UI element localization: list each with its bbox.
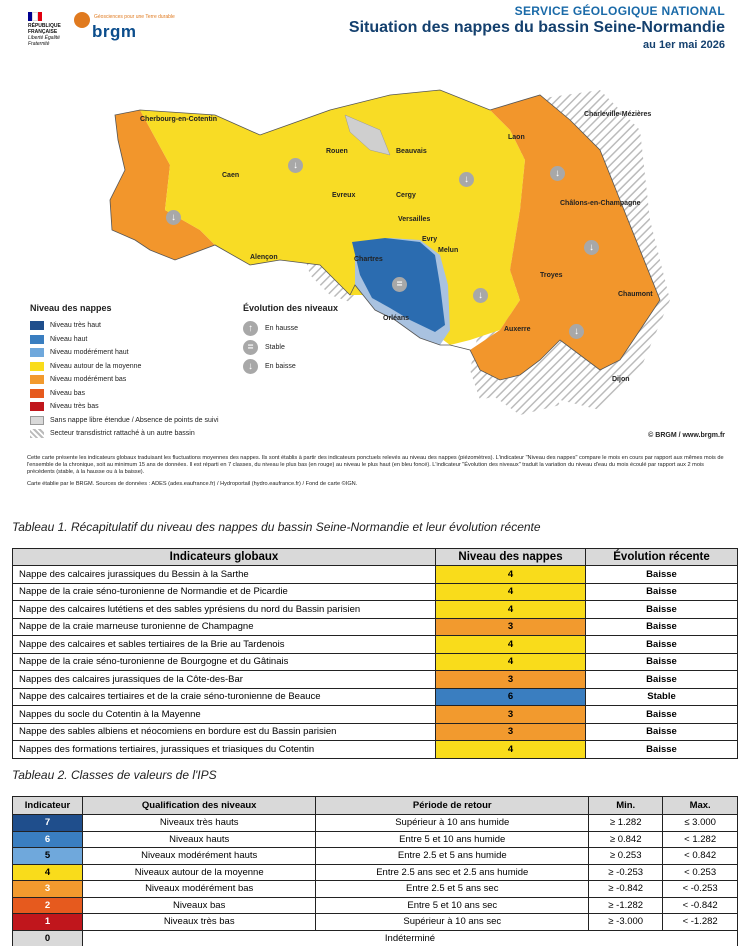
- legend-label: Secteur transdistrict rattaché à un autre bassin: [50, 430, 195, 438]
- min-cell: ≥ -0.842: [589, 881, 663, 898]
- equals-icon: =: [243, 340, 258, 355]
- service-label: SERVICE GÉOLOGIQUE NATIONAL: [514, 4, 725, 18]
- aquifer-name: Nappe de la craie marneuse turonienne de Champagne: [13, 618, 436, 636]
- table2-caption: Tableau 2. Classes de valeurs de l'IPS: [12, 768, 217, 782]
- city-label: Caen: [222, 172, 240, 179]
- trend-cell: Baisse: [586, 566, 738, 584]
- indicator-cell: 5: [13, 848, 83, 865]
- table-header: Niveau des nappes: [436, 549, 586, 566]
- table-row: [13, 881, 738, 898]
- brgm-name: brgm: [92, 22, 137, 41]
- level-cell: 3: [436, 723, 586, 741]
- legend-item: [30, 427, 250, 441]
- table-row: [13, 706, 738, 724]
- republique-francaise-logo: [28, 12, 68, 47]
- level-cell: 4: [436, 583, 586, 601]
- max-cell: < 0.253: [663, 864, 738, 881]
- page-title: Situation des nappes du bassin Seine-Normandie: [348, 19, 725, 36]
- city-label: Chaumont: [618, 291, 653, 298]
- legend-swatch: [30, 389, 44, 398]
- equals-icon: =: [392, 277, 407, 292]
- period-cell: Entre 5 et 10 ans sec: [316, 897, 589, 914]
- level-cell: 3: [436, 706, 586, 724]
- city-label: Evreux: [332, 192, 356, 199]
- legend-label: En baisse: [265, 363, 296, 370]
- brgm-logo: [74, 12, 175, 42]
- table-row: [13, 688, 738, 706]
- table-row: [13, 566, 738, 584]
- legend-evolution-title: Évolution des niveaux: [243, 303, 339, 313]
- max-cell: < 1.282: [663, 831, 738, 848]
- aquifer-name: Nappes des formations tertiaires, jurassiques et triasiques du Cotentin: [13, 741, 436, 759]
- city-label: Versailles: [398, 216, 431, 223]
- legend-label: Niveau haut: [50, 335, 88, 343]
- legend-swatch: [30, 362, 44, 371]
- republique-label: RÉPUBLIQUE FRANÇAISE: [28, 23, 61, 35]
- max-cell: < -1.282: [663, 914, 738, 931]
- map-note: Cette carte présente les indicateurs globaux traduisant les fluctuations moyennes des nappes. Ils sont établis à partir des indicateurs ponctuels relevés au niveau des nappes (piézomètres). L'indicateur "Niveau des nappes" compare le mois en cours par rapport aux mêmes mois de l'ensemble de la chronique, soit au minimum 15 ans de données. Il est réparti en 7 classes, du niveau le plus bas (en rouge) au niveau le plus haut (en bleu foncé). L'indicateur "Évolution des niveaux" traduit la variation du niveau d'eau du mois écoulé par rapport aux 2 mois précédents (stable, à la hausse ou à la baisse).: [27, 455, 724, 475]
- period-cell: Entre 2.5 et 5 ans sec: [316, 881, 589, 898]
- brgm-tagline: Géosciences pour une Terre durable: [94, 14, 175, 20]
- trend-cell: Baisse: [586, 583, 738, 601]
- city-label: Evry: [422, 236, 438, 243]
- table-row: [13, 831, 738, 848]
- legend-swatch: [30, 348, 44, 357]
- legend-swatch: [30, 402, 44, 411]
- table-header: Min.: [589, 797, 663, 815]
- max-cell: < -0.253: [663, 881, 738, 898]
- table-row: [13, 815, 738, 832]
- legend-item: [30, 333, 250, 347]
- legend-swatch: [30, 416, 44, 425]
- indicator-cell: 1: [13, 914, 83, 931]
- arrow-down-icon: ↓: [166, 210, 181, 225]
- qualification-cell: Niveaux hauts: [83, 831, 316, 848]
- min-cell: ≥ 1.282: [589, 815, 663, 832]
- legend-levels: [30, 303, 250, 441]
- legend-item: [30, 387, 250, 401]
- max-cell: < 0.842: [663, 848, 738, 865]
- legend-item: [30, 319, 250, 333]
- city-label: Cergy: [396, 192, 416, 199]
- city-label: Troyes: [540, 272, 563, 279]
- trend-cell: Baisse: [586, 723, 738, 741]
- aquifer-name: Nappes des calcaires jurassiques de la Côte-des-Bar: [13, 671, 436, 689]
- table-row: [13, 636, 738, 654]
- trend-cell: Baisse: [586, 671, 738, 689]
- aquifer-name: Nappe des calcaires tertiaires et de la craie séno-turonienne de Beauce: [13, 688, 436, 706]
- legend-swatch: [30, 429, 44, 438]
- city-label: Alençon: [250, 254, 278, 261]
- trend-cell: Stable: [586, 688, 738, 706]
- table-header: Max.: [663, 797, 738, 815]
- legend-item: [30, 400, 250, 414]
- city-label: Chartres: [354, 256, 383, 263]
- level-cell: 3: [436, 618, 586, 636]
- map-notes: [27, 455, 727, 493]
- french-flag-icon: [28, 12, 42, 21]
- undetermined-cell: Indéterminé: [83, 930, 738, 946]
- level-cell: 4: [436, 741, 586, 759]
- level-cell: 4: [436, 566, 586, 584]
- legend-label: Niveau modérément bas: [50, 376, 127, 384]
- aquifer-name: Nappe des sables albiens et néocomiens en bordure est du Bassin parisien: [13, 723, 436, 741]
- table-row: [13, 653, 738, 671]
- city-label: Auxerre: [504, 326, 531, 333]
- qualification-cell: Niveaux autour de la moyenne: [83, 864, 316, 881]
- table-header: Qualification des niveaux: [83, 797, 316, 815]
- brgm-circle-icon: [74, 12, 90, 28]
- legend-label: Niveau modérément haut: [50, 349, 129, 357]
- table-row: [13, 914, 738, 931]
- legend-label: Niveau très bas: [50, 403, 99, 411]
- trend-cell: Baisse: [586, 601, 738, 619]
- table-row: [13, 671, 738, 689]
- arrow-down-icon: ↓: [243, 359, 258, 374]
- min-cell: ≥ 0.842: [589, 831, 663, 848]
- city-label: Cherbourg-en-Cotentin: [140, 116, 217, 123]
- aquifer-name: Nappe des calcaires et sables tertiaires de la Brie au Tardenois: [13, 636, 436, 654]
- level-cell: 4: [436, 653, 586, 671]
- legend-item: [30, 346, 250, 360]
- table-row: [13, 930, 738, 946]
- city-label: Orléans: [383, 315, 410, 322]
- city-label: Beauvais: [396, 148, 427, 155]
- level-cell: 6: [436, 688, 586, 706]
- arrow-down-icon: ↓: [473, 288, 488, 303]
- legend-swatch: [30, 375, 44, 384]
- legend-swatch: [30, 321, 44, 330]
- table-header: Indicateurs globaux: [13, 549, 436, 566]
- period-cell: Entre 2.5 ans sec et 2.5 ans humide: [316, 864, 589, 881]
- city-label: Charleville-Mézières: [584, 111, 652, 118]
- indicator-cell: 0: [13, 930, 83, 946]
- legend-label: Niveau très haut: [50, 322, 101, 330]
- aquifer-name: Nappe de la craie séno-turonienne de Normandie et de Picardie: [13, 583, 436, 601]
- legend-item: [30, 373, 250, 387]
- min-cell: ≥ -3.000: [589, 914, 663, 931]
- trend-cell: Baisse: [586, 618, 738, 636]
- legend-label: Sans nappe libre étendue / Absence de points de suivi: [50, 416, 219, 424]
- table-row: [13, 601, 738, 619]
- qualification-cell: Niveaux bas: [83, 897, 316, 914]
- indicator-cell: 3: [13, 881, 83, 898]
- table-row: [13, 618, 738, 636]
- qualification-cell: Niveaux modérément hauts: [83, 848, 316, 865]
- city-label: Laon: [508, 134, 525, 141]
- legend-evolution-item: [243, 357, 383, 376]
- arrow-down-icon: ↓: [584, 240, 599, 255]
- republique-motto: Liberté Égalité Fraternité: [28, 35, 60, 47]
- period-cell: Entre 2.5 et 5 ans humide: [316, 848, 589, 865]
- table-row: [13, 723, 738, 741]
- indicator-cell: 6: [13, 831, 83, 848]
- trend-cell: Baisse: [586, 706, 738, 724]
- table1-caption: Tableau 1. Récapitulatif du niveau des nappes du bassin Seine-Normandie et leur évolution récente: [12, 520, 541, 534]
- legend-label: Niveau autour de la moyenne: [50, 362, 142, 370]
- indicator-cell: 2: [13, 897, 83, 914]
- legend-label: Stable: [265, 344, 285, 351]
- qualification-cell: Niveaux modérément bas: [83, 881, 316, 898]
- city-label: Rouen: [326, 148, 348, 155]
- min-cell: ≥ -1.282: [589, 897, 663, 914]
- table-header: Évolution récente: [586, 549, 738, 566]
- legend-item: [30, 414, 250, 428]
- legend-item: [30, 360, 250, 374]
- indicator-cell: 4: [13, 864, 83, 881]
- legend-evolution: [243, 303, 383, 376]
- arrow-down-icon: ↓: [569, 324, 584, 339]
- city-label: Melun: [438, 247, 459, 254]
- period-cell: Entre 5 et 10 ans humide: [316, 831, 589, 848]
- legend-evolution-item: [243, 319, 383, 338]
- table-header-row: [13, 549, 738, 566]
- table-header: Période de retour: [316, 797, 589, 815]
- legend-title: Niveau des nappes: [30, 303, 112, 313]
- table-row: [13, 848, 738, 865]
- table-row: [13, 741, 738, 759]
- aquifer-name: Nappe des calcaires jurassiques du Bessin à la Sarthe: [13, 566, 436, 584]
- table1: [12, 548, 738, 759]
- legend-evolution-item: [243, 338, 383, 357]
- max-cell: ≤ 3.000: [663, 815, 738, 832]
- arrow-down-icon: ↓: [459, 172, 474, 187]
- table-row: [13, 897, 738, 914]
- table-row: [13, 583, 738, 601]
- table2: [12, 796, 738, 946]
- period-cell: Supérieur à 10 ans humide: [316, 815, 589, 832]
- arrow-up-icon: ↑: [243, 321, 258, 336]
- legend-label: Niveau bas: [50, 389, 86, 397]
- trend-cell: Baisse: [586, 636, 738, 654]
- map-note: Carte établie par le BRGM. Sources de données : ADES (ades.eaufrance.fr) / Hydroportail (hydro.eaufrance.fr) / Fond de carte ©IGN.: [27, 481, 358, 487]
- max-cell: < -0.842: [663, 897, 738, 914]
- arrow-down-icon: ↓: [288, 158, 303, 173]
- qualification-cell: Niveaux très bas: [83, 914, 316, 931]
- legend-swatch: [30, 335, 44, 344]
- city-label: Dijon: [612, 376, 630, 383]
- arrow-down-icon: ↓: [550, 166, 565, 181]
- trend-cell: Baisse: [586, 741, 738, 759]
- table-row: [13, 864, 738, 881]
- page-date: au 1er mai 2026: [643, 39, 725, 51]
- city-label: Châlons-en-Champagne: [560, 200, 641, 207]
- min-cell: ≥ 0.253: [589, 848, 663, 865]
- indicator-cell: 7: [13, 815, 83, 832]
- qualification-cell: Niveaux très hauts: [83, 815, 316, 832]
- trend-cell: Baisse: [586, 653, 738, 671]
- period-cell: Supérieur à 10 ans sec: [316, 914, 589, 931]
- min-cell: ≥ -0.253: [589, 864, 663, 881]
- table-header: Indicateur: [13, 797, 83, 815]
- aquifer-name: Nappes du socle du Cotentin à la Mayenne: [13, 706, 436, 724]
- aquifer-name: Nappe des calcaires lutétiens et des sables yprésiens du nord du Bassin parisien: [13, 601, 436, 619]
- header: [0, 0, 747, 60]
- level-cell: 4: [436, 601, 586, 619]
- level-cell: 4: [436, 636, 586, 654]
- table-header-row: [13, 797, 738, 815]
- legend-label: En hausse: [265, 325, 299, 332]
- aquifer-name: Nappe de la craie séno-turonienne de Bourgogne et du Gâtinais: [13, 653, 436, 671]
- level-cell: 3: [436, 671, 586, 689]
- map-copyright: © BRGM / www.brgm.fr: [648, 432, 725, 439]
